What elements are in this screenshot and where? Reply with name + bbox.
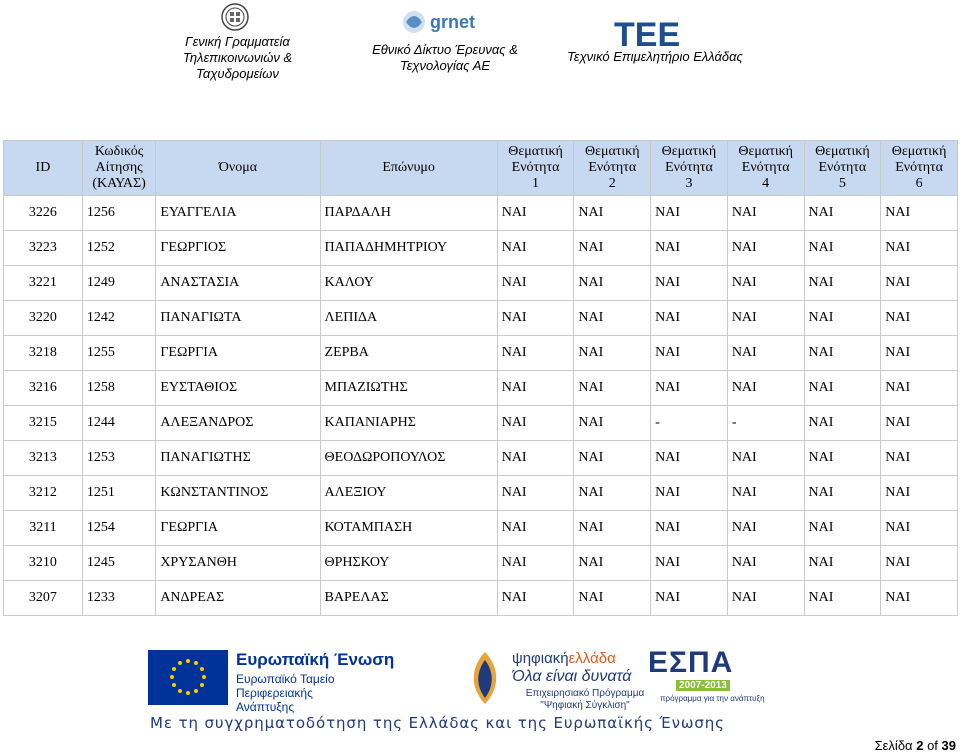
- cell-id: 3212: [4, 476, 83, 511]
- cell-surname: ΒΑΡΕΛΑΣ: [320, 581, 497, 616]
- cell-unit-2: ΝΑΙ: [574, 511, 651, 546]
- espa-tagline: πρόγραμμα για την ανάπτυξη: [660, 694, 765, 703]
- cell-unit-4: ΝΑΙ: [727, 476, 804, 511]
- cell-unit-3: ΝΑΙ: [651, 231, 728, 266]
- table-row: [4, 581, 958, 616]
- cell-unit-1: ΝΑΙ: [497, 301, 574, 336]
- cell-unit-4: ΝΑΙ: [727, 231, 804, 266]
- cell-unit-6: ΝΑΙ: [881, 336, 958, 371]
- cell-unit-3: ΝΑΙ: [651, 266, 728, 301]
- cell-unit-6: ΝΑΙ: [881, 511, 958, 546]
- cell-surname: ΜΠΑΖΙΩΤΗΣ: [320, 371, 497, 406]
- cell-unit-3: ΝΑΙ: [651, 546, 728, 581]
- cell-id: 3210: [4, 546, 83, 581]
- table-body: [4, 196, 958, 616]
- cell-unit-6: ΝΑΙ: [881, 406, 958, 441]
- cell-unit-5: ΝΑΙ: [804, 266, 881, 301]
- header-logos: [0, 0, 960, 90]
- cell-unit-5: ΝΑΙ: [804, 476, 881, 511]
- cell-unit-1: ΝΑΙ: [497, 511, 574, 546]
- cell-code: 1242: [82, 301, 155, 336]
- col-header-name: Όνομα: [156, 141, 320, 196]
- cell-id: 3211: [4, 511, 83, 546]
- cell-surname: ΚΟΤΑΜΠΑΣΗ: [320, 511, 497, 546]
- cell-id: 3215: [4, 406, 83, 441]
- cell-surname: ΑΛΕΞΙΟΥ: [320, 476, 497, 511]
- espa-years: 2007-2013: [676, 680, 730, 691]
- cell-unit-4: -: [727, 406, 804, 441]
- cell-name: ΓΕΩΡΓΙΑ: [156, 336, 320, 371]
- grnet-logo-text: grnet: [430, 12, 475, 32]
- cell-name: ΠΑΝΑΓΙΩΤΑ: [156, 301, 320, 336]
- cell-surname: ΚΑΠΑΝΙΑΡΗΣ: [320, 406, 497, 441]
- table-row: [4, 301, 958, 336]
- col-header-unit-5: Θεματική Ενότητα 5: [804, 141, 881, 196]
- cell-unit-5: ΝΑΙ: [804, 371, 881, 406]
- cell-surname: ΖΕΡΒΑ: [320, 336, 497, 371]
- cell-code: 1254: [82, 511, 155, 546]
- results-table: [3, 140, 958, 616]
- cell-unit-3: ΝΑΙ: [651, 301, 728, 336]
- cell-unit-2: ΝΑΙ: [574, 266, 651, 301]
- cell-code: 1244: [82, 406, 155, 441]
- col-header-unit-6: Θεματική Ενότητα 6: [881, 141, 958, 196]
- eu-fund-name: Ευρωπαϊκό Ταμείο Περιφερειακής Ανάπτυξης: [236, 672, 335, 714]
- cell-unit-6: ΝΑΙ: [881, 231, 958, 266]
- cell-unit-5: ΝΑΙ: [804, 301, 881, 336]
- cell-unit-2: ΝΑΙ: [574, 406, 651, 441]
- cell-unit-6: ΝΑΙ: [881, 301, 958, 336]
- table-row: [4, 266, 958, 301]
- cell-unit-4: ΝΑΙ: [727, 546, 804, 581]
- page-indicator: Σελίδα 2 of 39: [874, 738, 956, 753]
- col-header-code: Κωδικός Αίτησης (ΚΑΥΑΣ): [82, 141, 155, 196]
- cell-id: 3207: [4, 581, 83, 616]
- cell-unit-2: ΝΑΙ: [574, 441, 651, 476]
- table-row: [4, 336, 958, 371]
- cell-unit-3: ΝΑΙ: [651, 441, 728, 476]
- cell-name: ΕΥΑΓΓΕΛΙΑ: [156, 196, 320, 231]
- cell-unit-3: ΝΑΙ: [651, 196, 728, 231]
- col-header-unit-3: Θεματική Ενότητα 3: [651, 141, 728, 196]
- cell-unit-6: ΝΑΙ: [881, 371, 958, 406]
- cell-code: 1252: [82, 231, 155, 266]
- cell-surname: ΘΡΗΣΚΟΥ: [320, 546, 497, 581]
- cell-name: ΑΛΕΞΑΝΔΡΟΣ: [156, 406, 320, 441]
- cell-unit-4: ΝΑΙ: [727, 371, 804, 406]
- cell-unit-2: ΝΑΙ: [574, 301, 651, 336]
- greek-emblem-icon: [220, 2, 250, 32]
- cell-unit-3: ΝΑΙ: [651, 476, 728, 511]
- cell-unit-6: ΝΑΙ: [881, 441, 958, 476]
- cell-unit-4: ΝΑΙ: [727, 301, 804, 336]
- table-row: [4, 196, 958, 231]
- cell-unit-5: ΝΑΙ: [804, 546, 881, 581]
- cell-unit-2: ΝΑΙ: [574, 581, 651, 616]
- espa-logo: [648, 646, 765, 706]
- cell-name: ΧΡΥΣΑΝΘΗ: [156, 546, 320, 581]
- cell-name: ΑΝΔΡΕΑΣ: [156, 581, 320, 616]
- digital-greece-program: Επιχειρησιακό Πρόγραμμα "Ψηφιακή Σύγκλιση": [525, 688, 645, 711]
- cell-surname: ΠΑΠΑΔΗΜΗΤΡΙΟΥ: [320, 231, 497, 266]
- cell-code: 1233: [82, 581, 155, 616]
- cell-unit-4: ΝΑΙ: [727, 336, 804, 371]
- cell-unit-4: ΝΑΙ: [727, 196, 804, 231]
- cell-unit-1: ΝΑΙ: [497, 476, 574, 511]
- cell-unit-3: ΝΑΙ: [651, 336, 728, 371]
- cell-unit-3: -: [651, 406, 728, 441]
- col-header-unit-1: Θεματική Ενότητα 1: [497, 141, 574, 196]
- cell-unit-3: ΝΑΙ: [651, 581, 728, 616]
- cell-unit-6: ΝΑΙ: [881, 476, 958, 511]
- cell-unit-2: ΝΑΙ: [574, 231, 651, 266]
- tee-logo-text: ΤΕΕ: [614, 16, 681, 50]
- col-header-unit-4: Θεματική Ενότητα 4: [727, 141, 804, 196]
- digital-greece-logo-icon: [460, 648, 510, 708]
- footer-banner: [0, 640, 960, 755]
- cell-surname: ΛΕΠΙΔΑ: [320, 301, 497, 336]
- cell-unit-5: ΝΑΙ: [804, 511, 881, 546]
- cell-unit-2: ΝΑΙ: [574, 196, 651, 231]
- cell-unit-1: ΝΑΙ: [497, 196, 574, 231]
- table-row: [4, 546, 958, 581]
- cell-unit-6: ΝΑΙ: [881, 196, 958, 231]
- table-row: [4, 441, 958, 476]
- org-tee-name: Τεχνικό Επιμελητήριο Ελλάδας: [567, 49, 743, 64]
- cell-unit-1: ΝΑΙ: [497, 266, 574, 301]
- espa-title: ΕΣΠΑ: [648, 646, 734, 679]
- col-header-surname: Επώνυμο: [320, 141, 497, 196]
- cell-unit-1: ΝΑΙ: [497, 231, 574, 266]
- cell-code: 1253: [82, 441, 155, 476]
- cell-unit-4: ΝΑΙ: [727, 266, 804, 301]
- cell-id: 3216: [4, 371, 83, 406]
- page-total: 39: [941, 738, 956, 753]
- org-gsct-name: Γενική Γραμματεία Τηλεπικοινωνιών & Ταχυδρομείων: [182, 34, 293, 81]
- cell-name: ΠΑΝΑΓΙΩΤΗΣ: [156, 441, 320, 476]
- cell-unit-5: ΝΑΙ: [804, 336, 881, 371]
- cell-unit-1: ΝΑΙ: [497, 441, 574, 476]
- cell-unit-5: ΝΑΙ: [804, 231, 881, 266]
- cell-unit-1: ΝΑΙ: [497, 546, 574, 581]
- cell-unit-3: ΝΑΙ: [651, 371, 728, 406]
- cell-unit-5: ΝΑΙ: [804, 196, 881, 231]
- cell-unit-5: ΝΑΙ: [804, 406, 881, 441]
- cell-unit-6: ΝΑΙ: [881, 581, 958, 616]
- tee-logo-icon: [612, 14, 692, 50]
- cell-id: 3226: [4, 196, 83, 231]
- table-row: [4, 476, 958, 511]
- cell-code: 1255: [82, 336, 155, 371]
- cell-code: 1256: [82, 196, 155, 231]
- cell-name: ΓΕΩΡΓΙΑ: [156, 511, 320, 546]
- cell-name: ΚΩΝΣΤΑΝΤΙΝΟΣ: [156, 476, 320, 511]
- digital-greece-title: ψηφιακήελλάδα: [512, 650, 616, 667]
- table-row: [4, 511, 958, 546]
- cell-name: ΓΕΩΡΓΙΟΣ: [156, 231, 320, 266]
- cofunding-tagline: Με τη συγχρηματοδότηση της Ελλάδας και της Ευρωπαϊκής Ένωσης: [150, 714, 725, 732]
- cell-unit-2: ΝΑΙ: [574, 371, 651, 406]
- cell-unit-4: ΝΑΙ: [727, 511, 804, 546]
- cell-id: 3213: [4, 441, 83, 476]
- cell-id: 3221: [4, 266, 83, 301]
- cell-unit-1: ΝΑΙ: [497, 581, 574, 616]
- cell-name: ΕΥΣΤΑΘΙΟΣ: [156, 371, 320, 406]
- cell-unit-3: ΝΑΙ: [651, 511, 728, 546]
- cell-id: 3218: [4, 336, 83, 371]
- cell-unit-1: ΝΑΙ: [497, 336, 574, 371]
- cell-id: 3220: [4, 301, 83, 336]
- cell-name: ΑΝΑΣΤΑΣΙΑ: [156, 266, 320, 301]
- eu-flag-icon: [148, 650, 228, 705]
- table-header-row: [4, 141, 958, 196]
- table-row: [4, 371, 958, 406]
- cell-unit-6: ΝΑΙ: [881, 546, 958, 581]
- col-header-id: ID: [4, 141, 83, 196]
- cell-unit-4: ΝΑΙ: [727, 581, 804, 616]
- digital-greece-slogan: Όλα είναι δυνατά: [512, 668, 632, 685]
- cell-surname: ΠΑΡΔΑΛΗ: [320, 196, 497, 231]
- cell-surname: ΘΕΟΔΩΡΟΠΟΥΛΟΣ: [320, 441, 497, 476]
- cell-unit-6: ΝΑΙ: [881, 266, 958, 301]
- table-row: [4, 406, 958, 441]
- cell-surname: ΚΑΛΟΥ: [320, 266, 497, 301]
- cell-unit-2: ΝΑΙ: [574, 336, 651, 371]
- cell-unit-5: ΝΑΙ: [804, 581, 881, 616]
- cell-unit-5: ΝΑΙ: [804, 441, 881, 476]
- cell-unit-2: ΝΑΙ: [574, 476, 651, 511]
- org-grnet-name: Εθνικό Δίκτυο Έρευνας & Τεχνολογίας ΑΕ: [372, 42, 518, 73]
- col-header-unit-2: Θεματική Ενότητα 2: [574, 141, 651, 196]
- cell-code: 1249: [82, 266, 155, 301]
- cell-unit-1: ΝΑΙ: [497, 371, 574, 406]
- page-current: 2: [916, 738, 924, 753]
- eu-title: Ευρωπαϊκή Ένωση: [236, 650, 395, 669]
- grnet-logo-icon: [400, 6, 490, 38]
- cell-code: 1251: [82, 476, 155, 511]
- cell-unit-2: ΝΑΙ: [574, 546, 651, 581]
- cell-code: 1258: [82, 371, 155, 406]
- cell-unit-1: ΝΑΙ: [497, 406, 574, 441]
- cell-id: 3223: [4, 231, 83, 266]
- cell-code: 1245: [82, 546, 155, 581]
- cell-unit-4: ΝΑΙ: [727, 441, 804, 476]
- table-row: [4, 231, 958, 266]
